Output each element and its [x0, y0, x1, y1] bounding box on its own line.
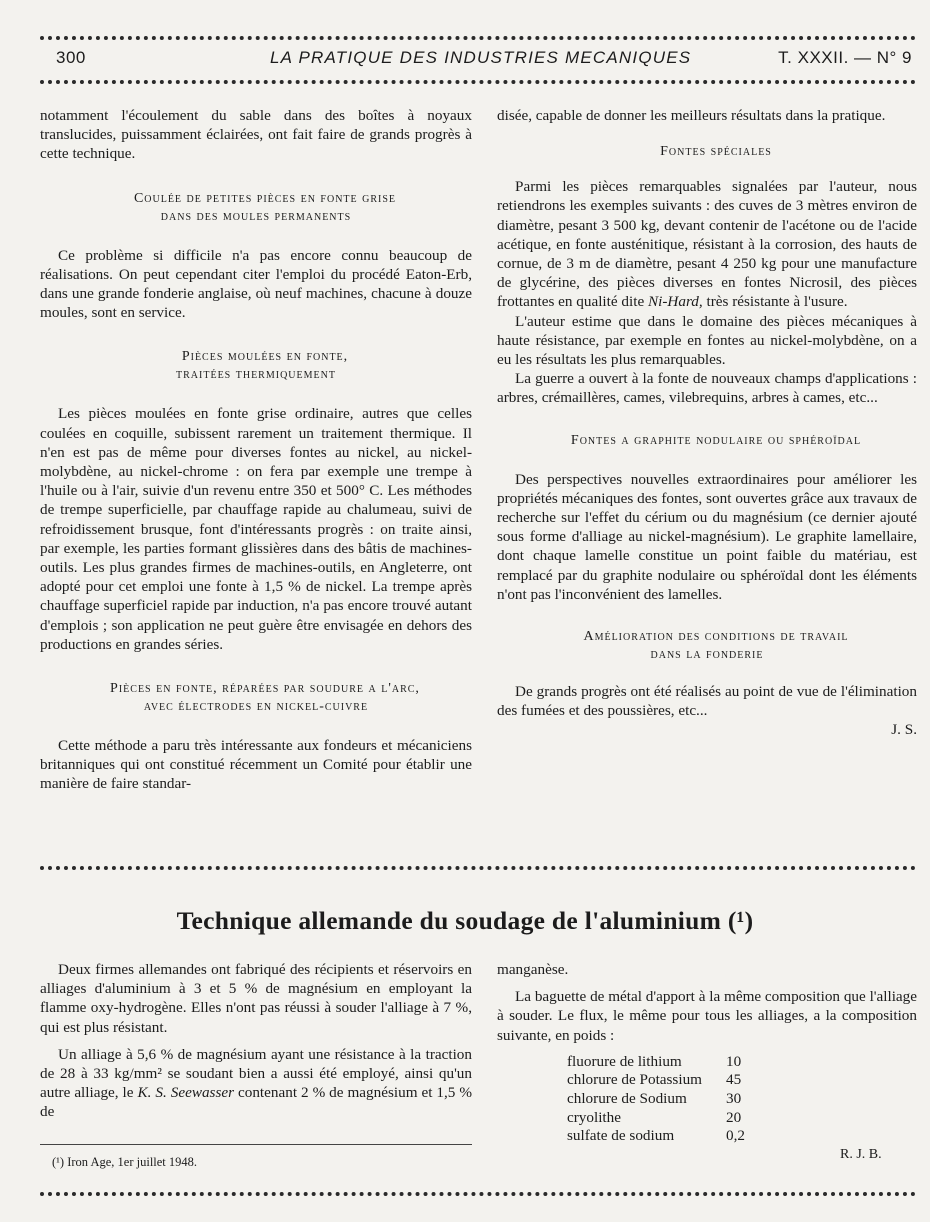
- section-heading-line: Amélioration des conditions de travail: [583, 629, 849, 645]
- volume-issue: T. XXXII. — N° 9: [778, 48, 912, 67]
- paragraph-auteur-estime: L'auteur estime que dans le domaine des pièces mécaniques à haute résistance, par exemple en fontes au nickel-molybdène, on a eu les résultats les plus remarquables.: [497, 312, 917, 369]
- composition-component: chlorure de Sodium: [567, 1090, 687, 1107]
- section-heading-line: Pièces moulées en fonte,: [181, 349, 349, 365]
- top-dotted-rule: [40, 36, 916, 40]
- composition-row: [567, 1053, 745, 1072]
- article2-signature: R. J. B.: [840, 1147, 882, 1162]
- paragraph-alliage: [40, 1045, 472, 1122]
- running-header: [40, 44, 916, 74]
- paragraph-deux-firmes: Deux firmes allemandes ont fabriqué des récipients et réservoirs en alliages d'aluminium à 3 et 5 % de magnésium en employant la flamme oxy-hydrogène. Elles n'ont pas réussi à souder l'alliage à 7 %, qui est plus résistant.: [40, 961, 472, 1036]
- article1-left-column: [40, 106, 472, 794]
- footnote-rule: [40, 1144, 472, 1145]
- paragraph-guerre: La guerre a ouvert à la fonte de nouveaux champs d'applications : arbres, crémaillères, cames, vilebrequins, arbres à cames, etc...: [497, 370, 917, 407]
- paragraph-continuation: disée, capable de donner les meilleurs résultats dans la pratique.: [497, 107, 886, 124]
- paragraph-baguette: La baguette de métal d'apport à la même composition que l'alliage à souder. Le flux, le même pour tous les alliages, a la composition suivante, en poids :: [497, 988, 917, 1044]
- paragraph-traitement-thermique: Les pièces moulées en fonte grise ordinaire, autres que celles coulées en coquille, subissent rarement un traitement thermique. Il n'en est pas de même pour diverses fontes au nickel, au nickel-molybdène, au nickel-chrome : on fera par exemple une trempe à l'huile ou à l'air, suivie d'un revenu entre 350 et 500° C. Les méthodes de trempe superficielle, par chauffage rapide au chalumeau, suivi de refroidissement brusque, font d'intéressants progrès : on traite ainsi, par exemple, les parties formant glissières dans des bâtis de machines-outils. Les plus grandes firmes de machines-outils, en Angleterre, ont adopté pour cet emploi une fonte à 1,5 % de nickel. La trempe après chauffage superficiel rapide par induction, n'a pas encore trouvé autant d'emplois ; son application ne peut guère être envisagée en dehors des productions en grandes séries.: [40, 405, 472, 653]
- paragraph-eaton-erb: Ce problème si difficile n'a pas encore connu beaucoup de réalisations. On peut cependant citer l'emploi du procédé Eaton-Erb, dans une grande fonderie anglaise, où neuf machines, chacune à douze moules, sont en service.: [40, 246, 472, 322]
- section-heading-line: traitées thermiquement: [176, 367, 336, 383]
- italic-term: Ni-Hard,: [647, 293, 703, 311]
- composition-component: cryolithe: [567, 1108, 621, 1126]
- section-heading-graphite: Fontes a graphite nodulaire ou sphéroïdal: [570, 432, 862, 448]
- composition-row: [567, 1090, 745, 1109]
- section-heading-line: dans la fonderie: [650, 647, 764, 663]
- composition-component: fluorure de lithium: [567, 1052, 682, 1070]
- article2-title: Technique allemande du soudage de l'aluminium (¹): [176, 906, 754, 935]
- section-heading-coulee: [40, 190, 472, 226]
- bottom-dotted-rule: [40, 1192, 916, 1196]
- paragraph-pieces-remarquables: [497, 177, 917, 311]
- section-heading-line: dans des moules permanents: [160, 208, 352, 224]
- journal-title: LA PRATIQUE DES INDUSTRIES MECANIQUES: [270, 48, 692, 67]
- text-run: contenant 2 % de magnésium et 1,5 % de: [40, 1084, 473, 1121]
- article1-signature: J. S.: [891, 721, 917, 739]
- composition-row: [567, 1071, 745, 1090]
- composition-value: 0,2: [725, 1127, 745, 1145]
- text-run: très résistante à l'usure.: [702, 293, 848, 311]
- composition-component: sulfate de sodium: [567, 1127, 675, 1145]
- article-divider-dotted-rule: [40, 866, 916, 870]
- article2-right-column: [497, 960, 917, 1146]
- section-heading-soudure: [40, 680, 472, 716]
- composition-value: 10: [725, 1052, 742, 1070]
- article2-left-column: [40, 960, 472, 1122]
- article1-right-column: [497, 106, 917, 740]
- flux-composition-table: [567, 1053, 745, 1146]
- composition-value: 45: [725, 1071, 742, 1089]
- paragraph-perspectives: Des perspectives nouvelles extraordinaires pour améliorer les propriétés mécaniques des fontes, sont ouvertes grâce aux travaux de recherche sur l'effet du cérium ou du magnésium (ce dernier ajouté sous forme d'alliage au nickel-magnésium). Le graphite lamellaire, dont chaque lamelle constitue un point faible du matériau, est remplacé par du graphite nodulaire ou sphéroïdal dont les éléments n'ont pas l'inconvénient des lamelles.: [497, 470, 917, 603]
- footnote: (¹) Iron Age, 1er juillet 1948.: [52, 1155, 198, 1169]
- paragraph-continuation: manganèse.: [497, 961, 569, 978]
- section-heading-line: Pièces en fonte, réparées par soudure a l'arc,: [110, 681, 420, 697]
- article1-intro-paragraph: notamment l'écoulement du sable dans des boîtes à noyaux translucides, puissamment éclairées, ont fait faire de grands progrès à cette technique.: [40, 107, 472, 163]
- text-run: Parmi les pièces remarquables signalées par l'auteur, nous retiendrons les exemples suivants : des cuves de 3 mètres environ de diamètre, pesant 3 500 kg, devant contenir de l'acétone ou de l'acide acétique, en fonte austénitique, résistant à la corrosion, des hauts de cornue, de 3 m de diamètre, pesant 4 250 kg pour une manufacture de glycérine, des pièces diverses en fontes Nicrosil, des pièces frottantes en qualité dite: [497, 178, 917, 311]
- paragraph-soudure: Cette méthode a paru très intéressante aux fondeurs et mécaniciens britanniques qui ont constitué récemment un Comité pour établir une manière de faire standar-: [40, 737, 472, 793]
- section-heading-traitees: [40, 348, 472, 384]
- composition-value: 20: [725, 1108, 742, 1126]
- italic-term: K. S. Seewasser: [137, 1084, 235, 1102]
- section-heading-line: avec électrodes en nickel-cuivre: [143, 699, 369, 715]
- paragraph-progres: De grands progrès ont été réalisés au point de vue de l'élimination des fumées et des poussières, etc...: [497, 683, 917, 720]
- section-heading-line: Coulée de petites pièces en fonte grise: [133, 190, 397, 206]
- header-dotted-rule: [40, 80, 916, 84]
- composition-row: [567, 1109, 745, 1128]
- section-heading-fontes-speciales: Fontes spéciales: [660, 144, 772, 160]
- composition-value: 30: [725, 1090, 742, 1107]
- text-run: Un alliage à 5,6 % de magnésium ayant une résistance à la traction de 28 à 33 kg/mm² se soudant bien a aussi été employé, ainsi qu'un autre alliage, le: [40, 1045, 472, 1102]
- composition-row: [567, 1127, 745, 1146]
- section-heading-amelioration: [497, 628, 917, 664]
- composition-component: chlorure de Potassium: [567, 1071, 702, 1089]
- page-number: 300: [56, 48, 86, 67]
